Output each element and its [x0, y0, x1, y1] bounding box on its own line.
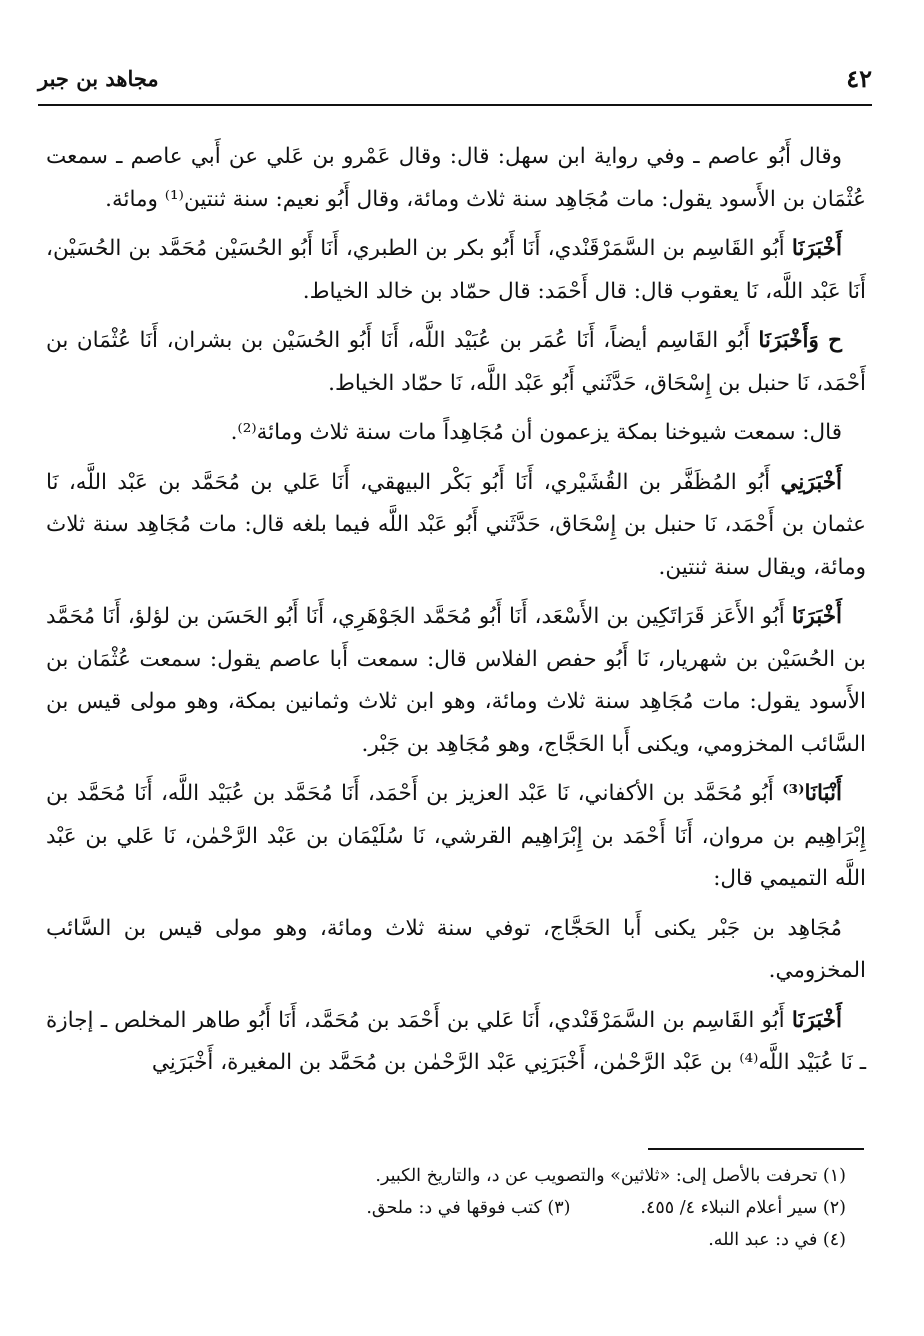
paragraph-text: مُجَاهِد بن جَبْر يكنى أَبا الحَجَّاج، توفي سنة ثلاث ومائة، وهو مولى قيس بن السَّائب المخزومي.	[46, 915, 866, 983]
paragraph-lead: ح وَأَخْبَرَنَا	[758, 328, 842, 353]
footnote: (١) تحرفت بالأصل إلى: «ثلاثين» والتصويب عن د، والتاريخ الكبير.	[375, 1166, 846, 1186]
paragraph	[46, 596, 866, 766]
paragraph-lead: أَخْبَرَنِي	[780, 469, 842, 495]
paragraph-text: أَبُو القَاسِم بن السَّمَرْقَنْدي، أَنَا أَبُو بكر بن الطبري، أَنَا أَبُو الحُسَيْن مُحَمَّد بن الحُسَيْن، أَنَا عَبْد اللَّه، نَا يعقوب قال: قال أَحْمَد: قال حمّاد بن خالد الخياط.	[46, 236, 866, 304]
main-text	[46, 136, 866, 1092]
paragraph	[46, 136, 866, 221]
footnote-separator	[648, 1148, 864, 1150]
paragraph-text: أَبُو الأَعَز قَرَاتَكِين بن الأَسْعَد، أَنَا أَبُو مُحَمَّد الجَوْهَرِي، أَنَا أَبُو الحَسَن بن لؤلؤ، أَنَا مُحَمَّد بن الحُسَيْن بن شهريار، نَا أَبُو حفص الفلاس قال: سمعت أَبا عاصم يقول: سمعت عُثْمَان بن الأَسود يقول: مات مُجَاهِد سنة ثلاث ومائة، وهو ابن ثلاث وثمانين بمكة، وهو مولى قيس بن السَّائب المخزومي، ويكنى أَبا الحَجَّاج، وهو مُجَاهِد بن جَبْر.	[46, 604, 866, 757]
paragraph-text: وقال أَبُو عاصم ـ وفي رواية ابن سهل: قال: وقال عَمْرو بن عَلي عن أَبي عاصم ـ سمعت عُثْمَان بن الأَسود يقول: مات مُجَاهِد سنة ثلاث ومائة، وقال أَبُو نعيم: سنة ثنتين⁽¹⁾ ومائة.	[46, 144, 866, 212]
paragraph-text: أَبُو مُحَمَّد بن الأكفاني، نَا عَبْد العزيز بن أَحْمَد، أَنَا مُحَمَّد بن عُبَيْد اللَّه، أَنَا مُحَمَّد بن إِبْرَاهِيم بن مروان، أَنَا أَحْمَد بن إِبْرَاهِيم القرشي، نَا سُلَيْمَان بن عَبْد الرَّحْمٰن، نَا عَلي بن عَبْد اللَّه التميمي قال:	[46, 781, 866, 891]
paragraph-text: أَبُو المُظَفَّر بن القُشَيْري، أَنَا أَبُو بَكْر البيهقي، أَنَا عَلي بن مُحَمَّد بن عَبْد اللَّه، نَا عثمان بن أَحْمَد، نَا حنبل بن إِسْحَاق، حَدَّثَني أَبُو عَبْد اللَّه فيما بلغه قال: مات مُجَاهِد سنة ثلاث ومائة، ويقال سنة ثنتين.	[46, 469, 866, 580]
paragraph-lead: أَنْبَانَا⁽³⁾	[782, 781, 842, 806]
page-number: ٤٢	[846, 64, 872, 93]
paragraph-lead: أَخْبَرَنَا	[791, 604, 842, 629]
paragraph	[46, 773, 866, 901]
paragraph	[46, 462, 866, 590]
paragraph-lead: أَخْبَرَنَا	[791, 236, 842, 261]
paragraph-text: أَبُو القَاسِم أيضاً، أَنَا عُمَر بن عُبَيْد اللَّه، أَنَا أَبُو الحُسَيْن بن بشران، أَنَا عُثْمَان بن أَحْمَد، نَا حنبل بن إِسْحَاق، حَدَّثَني أَبُو عَبْد اللَّه، نَا حمّاد الخياط.	[46, 328, 866, 396]
paragraph	[46, 320, 866, 405]
footnote: (٢) سير أعلام النبلاء ٤/ ٤٥٥.	[640, 1198, 846, 1218]
running-title: مجاهد بن جبر	[38, 66, 159, 91]
footnotes	[80, 1160, 846, 1256]
footnote: (٤) في د: عبد الله.	[708, 1230, 846, 1250]
paragraph	[46, 1000, 866, 1085]
paragraph-text: قال: سمعت شيوخنا بمكة يزعمون أن مُجَاهِداً مات سنة ثلاث ومائة⁽²⁾.	[230, 420, 842, 445]
footnote: (٣) كتب فوقها في د: ملحق.	[366, 1198, 571, 1218]
paragraph	[46, 908, 866, 993]
footnote-row	[80, 1192, 846, 1224]
paragraph-text: أَبُو القَاسِم بن السَّمَرْقَنْدي، أَنَا عَلي بن أَحْمَد بن مُحَمَّد، أَنَا أَبُو طاهر المخلص ـ إجازة ـ نَا عُبَيْد اللَّه⁽⁴⁾ بن عَبْد الرَّحْمٰن، أَخْبَرَنِي عَبْد الرَّحْمٰن بن مُحَمَّد بن المغيرة، أَخْبَرَنِي	[46, 1007, 866, 1075]
paragraph-lead: أَخْبَرَنَا	[791, 1007, 842, 1033]
paragraph	[46, 412, 866, 455]
page-header	[38, 56, 872, 106]
paragraph	[46, 228, 866, 313]
